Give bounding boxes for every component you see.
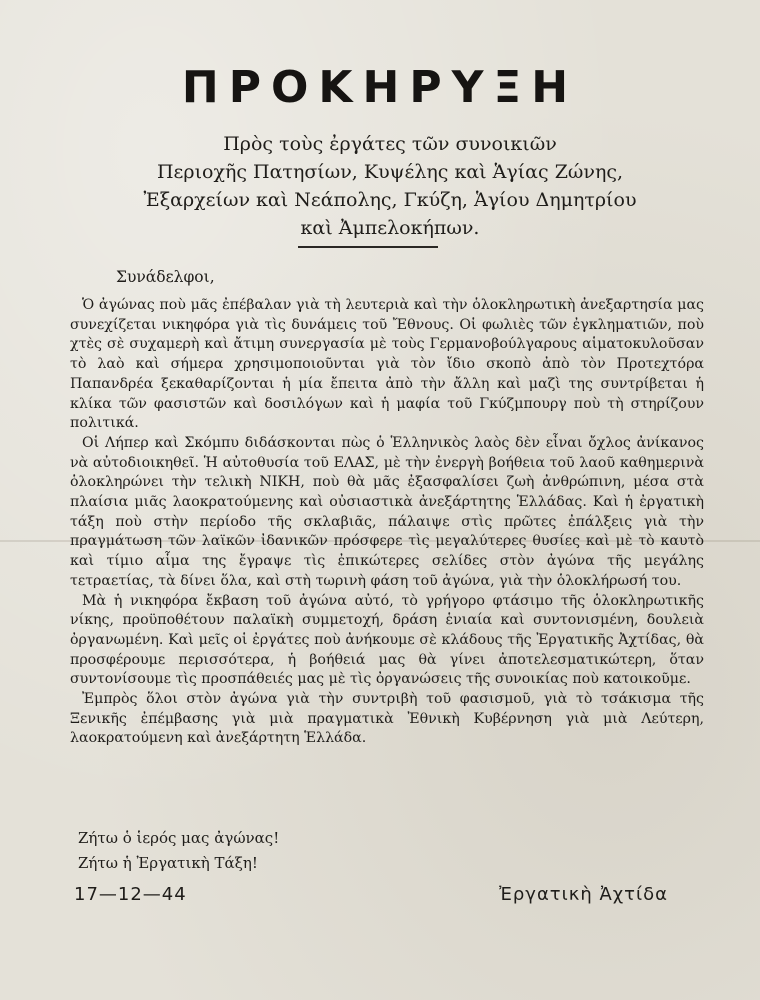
signature: Ἐργατικὴ Ἀχτίδα (499, 884, 668, 905)
body-text (70, 296, 704, 749)
slogan-line: Ζήτω ἡ Ἐργατικὴ Τάξη! (78, 854, 258, 872)
paragraph: Ἐμπρὸς ὅλοι στὸν ἀγώνα γιὰ τὴν συντριβὴ τοῦ φασισμοῦ, γιὰ τὸ τσάκισμα τῆς Ξενικῆς ἐπέμβασης γιὰ μιὰ πραγματικὰ Ἐθνικὴ Κυβέρνηση γιὰ μιὰ Λεύτερη, λαοκρατούμενη καὶ ἀνεξάρτητη Ἑλλάδα. (70, 691, 704, 747)
document-title: ΠΡΟΚΗΡΥΞΗ (181, 62, 579, 113)
address-line: καὶ Ἀμπελοκήπων. (300, 217, 480, 239)
paragraph: Ὁ ἀγώνας ποὺ μᾶς ἐπέβαλαν γιὰ τὴ λευτεριὰ καὶ τὴν ὁλοκληρωτικὴ ἀνεξαρτησία μας συνεχίζεται νικηφόρα γιὰ τὶς δυνάμεις τοῦ Ἔθνους. Οἱ φωλιὲς τῶν ἐγκληματιῶν, ποὺ χτὲς σὲ συχαμερὴ καὶ ἄτιμη συνεργασία μὲ τοὺς Γερμανοβούλγαρους αἱματοκυλοῦσαν τὸ λαὸ καὶ σήμερα χρησιμοποιοῦνται γιὰ τὸν ἴδιο σκοπὸ ἀπὸ τὸν Προτεχτόρα Παπανδρέα ξεκαθαρίζονται ἡ μία ἔπειτα ἀπὸ τὴν ἄλλη καὶ μαζὶ της συντρίβεται ἡ κλίκα τῶν φασιστῶν καὶ δοσιλόγων καὶ ἡ μαφία τοῦ Γκύζμπουργ ποὺ τὴ στηρίζουν πολιτικά. (70, 297, 704, 432)
slogan-line: Ζήτω ὁ ἱερός μας ἀγώνας! (78, 829, 280, 847)
address-line: Πρὸς τοὺς ἐργάτες τῶν συνοικιῶν (223, 133, 557, 155)
slogans-block (78, 826, 279, 876)
paragraph: Μὰ ἡ νικηφόρα ἔκβαση τοῦ ἀγώνα αὐτό, τὸ γρήγορο φτάσιμο τῆς ὁλοκληρωτικῆς νίκης, προϋποθέτουν παλαϊκὴ συμμετοχή, δράση ἑνιαία καὶ συντονισμένη, δουλειὰ ὀργανωμένη. Καὶ μεῖς οἱ ἐργάτες ποὺ ἀνήκουμε σὲ κλάδους τῆς Ἐργατικῆς Ἀχτίδας, θὰ προσφέρουμε περισσότερα, ἡ βοήθειά μας θὰ γίνει ἀποτελεσματικώτερη, ὅταν συντονίσουμε τὶς προσπάθειές μας μὲ τὶς ὀργανώσεις τῆς συνοικίας ποὺ κατοικοῦμε. (70, 592, 704, 688)
address-line: Ἐξαρχείων καὶ Νεάπολης, Γκύζη, Ἁγίου Δημητρίου (143, 189, 637, 211)
paragraph: Οἱ Λήπερ καὶ Σκόμπυ διδάσκονται πὼς ὁ Ἑλληνικὸς λαὸς δὲν εἶναι ὄχλος ἀνίκανος νὰ αὐτοδιοικηθεῖ. Ἡ αὐτοθυσία τοῦ ΕΛΑΣ, μὲ τὴν ἐνεργὴ βοήθεια τοῦ λαοῦ καθημερινὰ ὁλοκληρώνει τὴν τελικὴ ΝΙΚΗ, ποὺ θὰ μᾶς ἐξασφαλίσει ζωὴ ἀνθρώπινη, μέσα στὰ πλαίσια μιᾶς λαοκρατούμενης καὶ οὐσιαστικὰ ἀνεξάρτητης Ἑλλάδας. Καὶ ἡ ἐργατικὴ τάξη ποὺ στὴν περίοδο τῆς σκλαβιᾶς, πάλαιψε στὶς πρῶτες ἐπάλξεις γιὰ τὴν πραγμάτωση τῶν λαϊκῶν ἰδανικῶν πρόσφερε τὶς μεγαλύτερες θυσίες καὶ μὲ τὸ καυτὸ καὶ τίμιο αἷμα της ἔγραψε τὶς ἐπικώτερες σελίδες στὸν ἀγώνα τῆς μεγάλης τετραετίας, τὰ δίνει ὅλα, καὶ στὴ τωρινὴ φάση τοῦ ἀγώνα, γιὰ τὴν ὁλοκλήρωσή του. (70, 434, 704, 589)
divider-rule (298, 246, 438, 248)
address-line: Περιοχῆς Πατησίων, Κυψέλης καὶ Ἁγίας Ζώνης, (156, 161, 624, 183)
document-date: 17—12—44 (74, 884, 187, 905)
salutation: Συνάδελφοι, (116, 268, 215, 286)
address-block (80, 130, 700, 242)
